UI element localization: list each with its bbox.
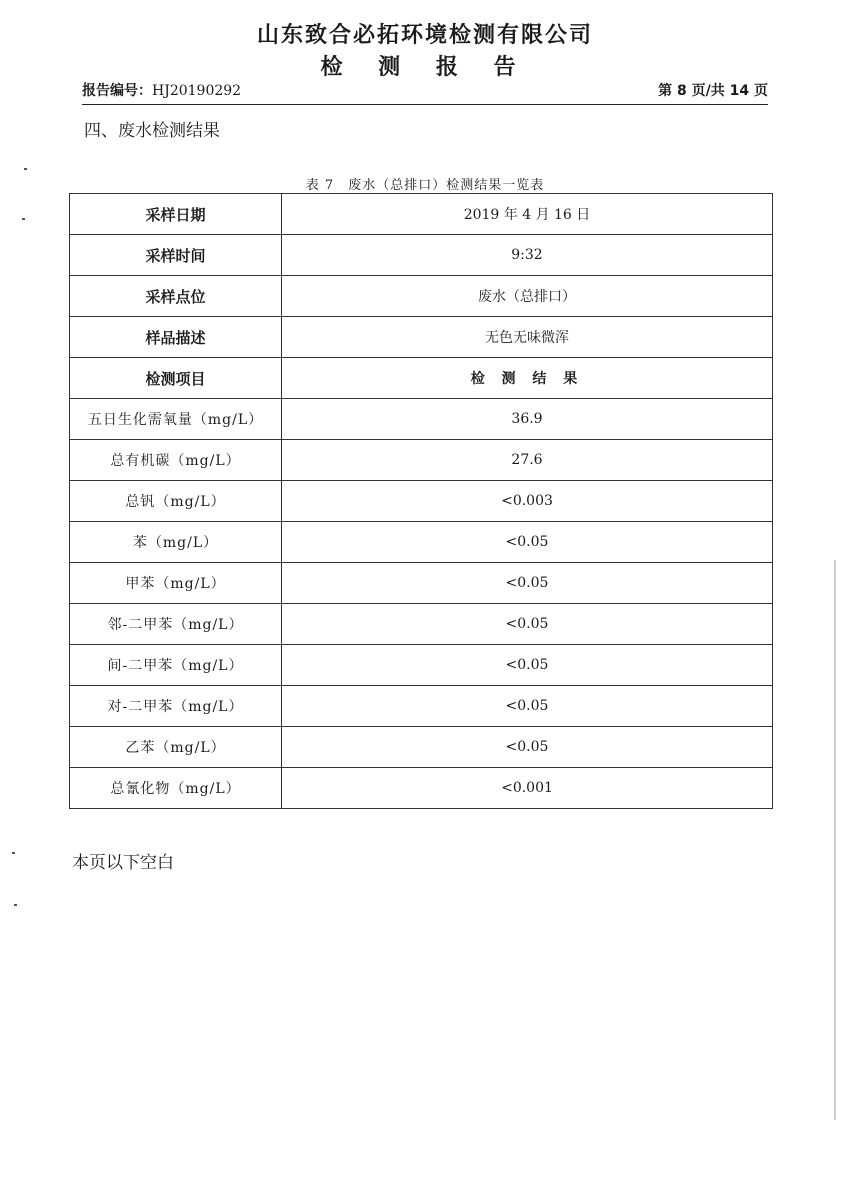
header-divider: [82, 104, 768, 105]
item-label: 甲苯（mg/L）: [70, 563, 282, 604]
table-row: [70, 768, 773, 809]
item-value: <0.05: [282, 686, 773, 727]
table-row: [70, 481, 773, 522]
table-row: [70, 194, 773, 235]
row-label: 采样日期: [70, 194, 282, 235]
row-label: 采样点位: [70, 276, 282, 317]
item-label: 苯（mg/L）: [70, 522, 282, 563]
scan-speck: [22, 218, 25, 220]
scan-speck: [14, 904, 17, 906]
scan-edge-shadow: [834, 560, 836, 1120]
table-row: [70, 604, 773, 645]
table-row: [70, 276, 773, 317]
row-value: 2019 年 4 月 16 日: [282, 194, 773, 235]
table-row: [70, 727, 773, 768]
table-row: [70, 686, 773, 727]
item-value: <0.003: [282, 481, 773, 522]
row-value: 9:32: [282, 235, 773, 276]
item-value: <0.05: [282, 522, 773, 563]
row-label: 采样时间: [70, 235, 282, 276]
item-value: <0.001: [282, 768, 773, 809]
item-value: <0.05: [282, 727, 773, 768]
document-title: 检 测 报 告: [320, 55, 530, 80]
page-info: 第 8 页/共 14 页: [658, 83, 768, 99]
item-value: 36.9: [282, 399, 773, 440]
table-row: [70, 522, 773, 563]
item-label: 总氰化物（mg/L）: [70, 768, 282, 809]
section-heading: 四、废水检测结果: [84, 121, 220, 141]
item-label: 总钒（mg/L）: [70, 481, 282, 522]
item-value: <0.05: [282, 645, 773, 686]
header-value: 检 测 结 果: [282, 358, 773, 399]
blank-page-note: 本页以下空白: [72, 853, 174, 873]
item-label: 对-二甲苯（mg/L）: [70, 686, 282, 727]
row-label: 样品描述: [70, 317, 282, 358]
table-header-row: [70, 358, 773, 399]
item-label: 五日生化需氧量（mg/L）: [70, 399, 282, 440]
scan-speck: [24, 168, 27, 170]
item-value: <0.05: [282, 563, 773, 604]
report-number-value: HJ20190292: [152, 83, 242, 99]
report-number: [82, 80, 241, 100]
item-label: 乙苯（mg/L）: [70, 727, 282, 768]
table-row: [70, 317, 773, 358]
item-value: 27.6: [282, 440, 773, 481]
row-value: 废水（总排口）: [282, 276, 773, 317]
item-label: 间-二甲苯（mg/L）: [70, 645, 282, 686]
row-value: 无色无味微浑: [282, 317, 773, 358]
header-label: 检测项目: [70, 358, 282, 399]
table-row: [70, 440, 773, 481]
wastewater-results-table: [69, 193, 773, 809]
item-label: 总有机碳（mg/L）: [70, 440, 282, 481]
table-row: [70, 399, 773, 440]
item-label: 邻-二甲苯（mg/L）: [70, 604, 282, 645]
table-row: [70, 563, 773, 604]
report-meta-row: [82, 80, 768, 102]
table-row: [70, 645, 773, 686]
report-number-label: 报告编号：: [82, 83, 152, 99]
company-name: 山东致合必拓环境检测有限公司: [256, 23, 593, 48]
item-value: <0.05: [282, 604, 773, 645]
table-caption: 表 7 废水（总排口）检测结果一览表: [305, 178, 545, 193]
scan-speck: [12, 852, 15, 854]
table-row: [70, 235, 773, 276]
